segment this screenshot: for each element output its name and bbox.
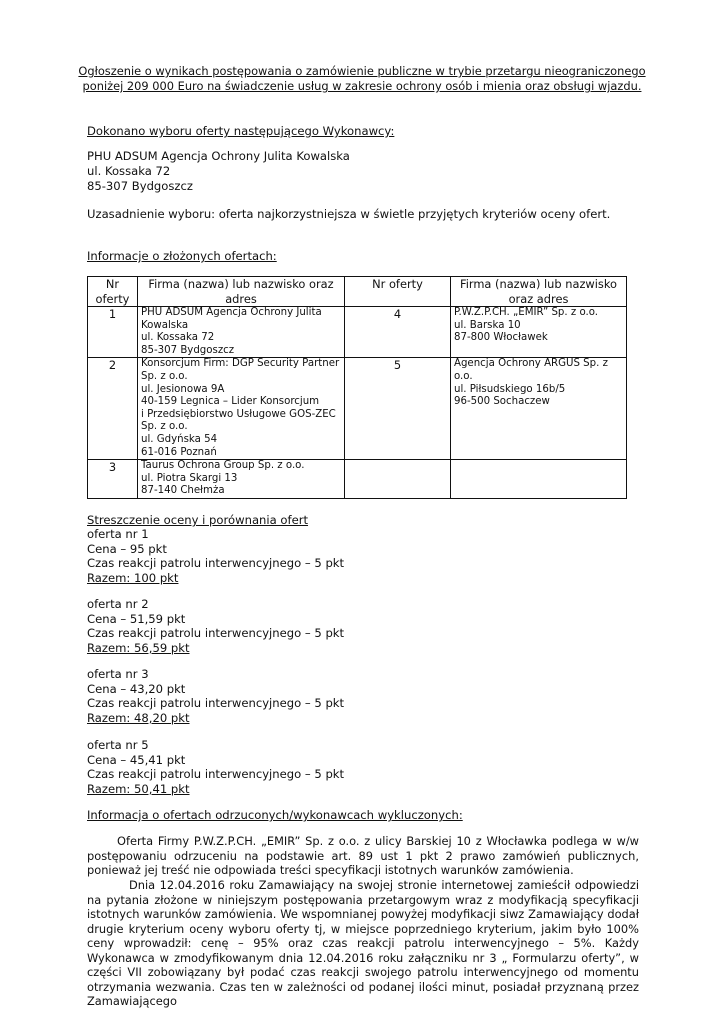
offer-number-right: 5: [345, 358, 451, 460]
offer-price: Cena – 95 pkt: [87, 541, 167, 556]
firm-line: Sp. z o.o.: [141, 370, 188, 382]
selection-justification: Uzasadnienie wyboru: oferta najkorzystniejsza w świetle przyjętych kryteriów oceny ofert.: [87, 207, 611, 221]
offer-label: oferta nr 2: [87, 597, 149, 611]
rejected-heading: Informacja o ofertach odrzuconych/wykonawcach wykluczonych:: [87, 808, 463, 822]
selection-heading: Dokonano wyboru oferty następującego Wykonawcy:: [87, 124, 395, 138]
offer-total: Razem: 56,59 pkt: [87, 640, 190, 655]
firm-line: ul. Jesionowa 9A: [141, 383, 225, 395]
offer-total: Razem: 50,41 pkt: [87, 781, 190, 796]
offer-time: Czas reakcji patrolu interwencyjnego – 5 pkt: [87, 626, 345, 641]
table-row: [88, 307, 627, 358]
offer-label: oferta nr 3: [87, 667, 149, 681]
offer-label: oferta nr 5: [87, 738, 149, 752]
offer-time: Czas reakcji patrolu interwencyjnego – 5 pkt: [87, 556, 345, 571]
offer-number-right: 4: [345, 307, 451, 358]
firm-line: Konsorcjum Firm: DGP Security Partner: [141, 358, 340, 370]
offers-table: [87, 276, 627, 499]
offer-price: Cena – 45,41 pkt: [87, 752, 186, 767]
offer-time: Czas reakcji patrolu interwencyjnego – 5 pkt: [87, 767, 345, 782]
firm-line: Taurus Ochrona Group Sp. z o.o.: [141, 460, 305, 472]
table-row: [88, 460, 627, 499]
announcement-title: [60, 64, 664, 94]
firm-line: Agencja Ochrony ARGUS Sp. z: [454, 358, 608, 370]
offers-info-heading: Informacje o złożonych ofertach:: [87, 249, 277, 263]
offer-firm-left: [138, 307, 345, 358]
firm-line: 96-500 Sochaczew: [454, 396, 550, 408]
header-firm-left: [138, 277, 345, 307]
firm-line: 61-016 Poznań: [141, 446, 217, 458]
header-firm-left-line2: adres: [225, 291, 257, 306]
header-nr-left-line2: oferty: [95, 291, 130, 306]
firm-line: Kowalska: [141, 319, 189, 331]
header-firm-right: [451, 277, 627, 307]
firm-line: ul. Barska 10: [454, 319, 521, 331]
table-row: [88, 358, 627, 460]
offer-number-left: 1: [88, 307, 138, 358]
offer-label: oferta nr 1: [87, 527, 149, 541]
header-firm-right-line2: oraz adres: [508, 291, 569, 306]
header-firm-left-line1: Firma (nazwa) lub nazwisko oraz: [148, 277, 334, 291]
firm-line: 85-307 Bydgoszcz: [141, 344, 235, 356]
offer-firm-left: [138, 460, 345, 499]
header-nr-left-line1: Nr: [105, 277, 120, 291]
firm-line: P.W.Z.P.CH. „EMIR” Sp. z o.o.: [454, 307, 599, 318]
firm-line: o.o.: [454, 370, 473, 382]
firm-line: 87-140 Chełmża: [141, 485, 225, 497]
selected-street: ul. Kossaka 72: [87, 164, 171, 178]
firm-line: ul. Gdyńska 54: [141, 433, 218, 445]
offer-number-right: [345, 460, 451, 499]
selected-city: 85-307 Bydgoszcz: [87, 179, 193, 193]
header-firm-right-line1: Firma (nazwa) lub nazwisko: [459, 277, 618, 291]
firm-line: i Przedsiębiorstwo Usługowe GOS-ZEC: [141, 408, 336, 420]
offer-firm-right: [451, 358, 627, 460]
header-nr-right-text: Nr oferty: [372, 277, 423, 291]
title-line-2: poniżej 209 000 Euro na świadczenie usług w zakresie ochrony osób i mienia oraz obsługi wjazdu.: [82, 79, 642, 93]
summary-heading: Streszczenie oceny i porównania ofert: [87, 513, 309, 527]
table-header-row: [88, 277, 627, 307]
firm-line: 87-800 Włocławek: [454, 332, 548, 344]
firm-line: ul. Piotra Skargi 13: [141, 472, 238, 484]
offer-time: Czas reakcji patrolu interwencyjnego – 5 pkt: [87, 696, 345, 711]
offer-firm-right: [451, 460, 627, 499]
header-nr-left: [88, 277, 138, 307]
firm-line: ul. Piłsudskiego 16b/5: [454, 383, 566, 395]
header-nr-right: [345, 277, 451, 307]
firm-line: 40-159 Legnica – Lider Konsorcjum: [141, 396, 320, 408]
offer-total: Razem: 48,20 pkt: [87, 710, 190, 725]
firm-line: Sp. z o.o.: [141, 421, 188, 433]
offer-firm-left: [138, 358, 345, 460]
offer-total: Razem: 100 pkt: [87, 570, 179, 585]
offer-firm-right: [451, 307, 627, 358]
rejected-paragraph-2: Dnia 12.04.2016 roku Zamawiający na swojej stronie internetowej zamieścił odpowiedzi na pytania złożone w niniejszym postępowania przetargowym wraz z modyfikacją specyfikacji istotnych warunków zamówienia. We wspomnianej powyżej modyfikacji siwz Zamawiający dodał drugie kryterium oceny wyboru oferty tj, w miejsce poprzedniego kryterium, jakim było 100% ceny wprowadził: cenę – 95% oraz czas reakcji patrolu interwencyjnego – 5%. Każdy Wykonawca w zmodyfikowanym dnia 12.04.2016 roku załączniku nr 3 „ Formularzu oferty”, w części VII zobowiązany był podać czas reakcji swojego patrolu interwencyjnego od momentu otrzymania wezwania. Czas ten w zależności od podanej ilości minut, posiadał przyznaną przez Zamawiającego: [87, 878, 639, 1008]
offer-price: Cena – 43,20 pkt: [87, 681, 186, 696]
rejected-paragraph-1: Oferta Firmy P.W.Z.P.CH. „EMIR” Sp. z o.o. z ulicy Barskiej 10 z Włocławka podlega w w/w postępowaniu odrzuceniu na podstawie art. 89 ust 1 pkt 2 prawo zamówień publicznych, ponieważ jej treść nie odpowiada treści specyfikacji istotnych warunków zamówienia.: [87, 834, 639, 877]
offer-number-left: 2: [88, 358, 138, 460]
offer-price: Cena – 51,59 pkt: [87, 611, 186, 626]
firm-line: ul. Kossaka 72: [141, 332, 215, 344]
firm-line: PHU ADSUM Agencja Ochrony Julita: [141, 307, 322, 318]
offer-number-left: 3: [88, 460, 138, 499]
title-line-1: Ogłoszenie o wynikach postępowania o zamówienie publiczne w trybie przetargu nieograniczonego: [78, 64, 646, 78]
selected-company: PHU ADSUM Agencja Ochrony Julita Kowalska: [87, 149, 350, 163]
